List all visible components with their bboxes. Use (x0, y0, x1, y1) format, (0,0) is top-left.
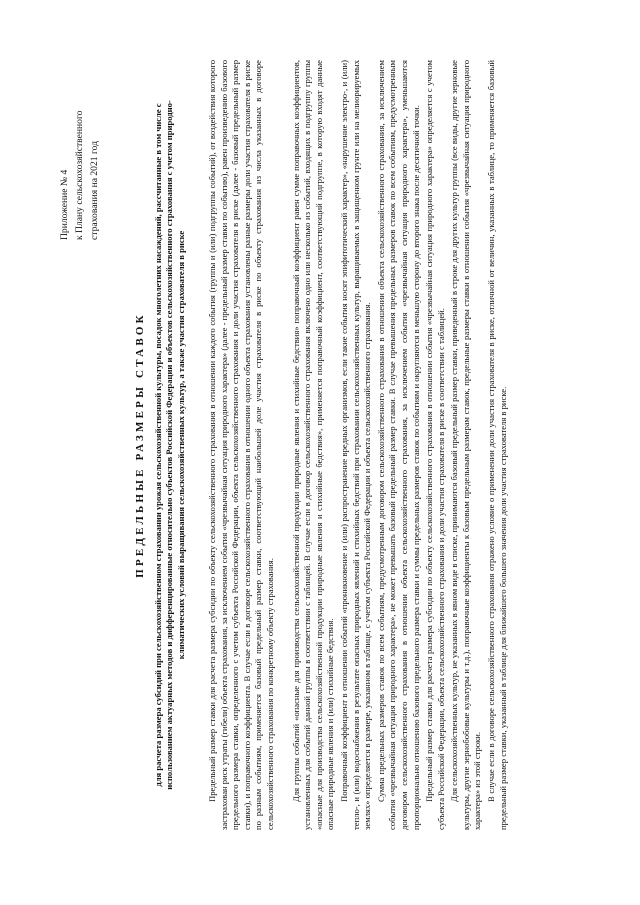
paragraph: Для группы событий «опасные для производства сельскохозяйственной продукции природные явления и стихийные бедствия» поправочный коэффициент равен сумме поправочных коэффициентов, установленных для событий данной группы в соответствии с таблицей. В случае если в договор сельскохозяйственного страхования включено одно или несколько из событий, входящих в подгруппу группы «опасные для производства сельскохозяйственной продукции природные явления и стихийные бедствия», применяется поправочный коэффициент, соответствующий подгруппе, в которую входят данные опасные природные явления и (или) стихийные бедствия. (290, 60, 336, 830)
appendix-header (57, 60, 102, 240)
rotated-content (57, 60, 577, 830)
paragraph: Сумма предельных размеров ставок по всем событиям, предусмотренным договором сельскохозяйственного страхования в отношении объекта сельскохозяйственного страхования, за исключением события «чрезвычайная ситуация природного характера», не может превышать базовый предельный размер ставки. В случае превышения предельных размеров ставок по всем событиям, предусмотренным договором сельскохозяйственного страхования в отношении объекта сельскохозяйственного страхования, за исключением события «чрезвычайная ситуация природного характера», уменьшаются пропорционально отношению базового предельного размера ставки и суммы предельных размеров ставок по событиям и округляются в меньшую сторону до второго знака после десятичной точки. (375, 60, 421, 830)
paragraph: Поправочный коэффициент в отношении событий «проникновение и (или) распространение вредных организмов, если такие события носят эпифитотический характер», «нарушение электро-, и (или) тепло-, и (или) водоснабжения в результате опасных природных явлений и стихийных бедствий при страховании сельскохозяйственных культур, выращиваемых в защищенном грунте или на мелиорируемых землях» определяется в размере, указанном в таблице, с учетом субъекта Российской Федерации и объекта сельскохозяйственного страхования. (338, 60, 373, 830)
appendix-number: Приложение № 4 (59, 169, 70, 240)
document-title: ПРЕДЕЛЬНЫЕ РАЗМЕРЫ СТАВОК (134, 312, 146, 578)
paragraph: Предельный размер ставки для расчета размера субсидии по объекту сельскохозяйственного страхования в отношении события «чрезвычайная ситуация природного характера» определяется с учетом субъекта Российской Федерации, объекта сельскохозяйственного страхования и доли участия страхователя в риске в соответствии с таблицей. (424, 60, 446, 830)
paragraph: В случае если в договоре сельскохозяйственного страхования отражено условие о применении доли участия страхователя в риске, отличной от величин, указанных в таблице, то применяется базовый предельный размер ставки, указанный в таблице для ближайшего большего значения доли участия страхователя в риске. (486, 60, 508, 830)
paragraph: Предельный размер ставки для расчета размера субсидии по объекту сельскохозяйственного страхования в отношении каждого события (группы и (или) подгруппы событий), от воздействия которого застрахован риск утраты (гибели) объекта страхования, за исключением события «чрезвычайная ситуация природного характера» (далее - предельный размер ставки по событию), равен произведению базового предельного размера ставки, определенного с учетом субъекта Российской Федерации, объекта сельскохозяйственного страхования и доли участия страхователя в риске (далее - базовый предельный размер ставки), и поправочного коэффициента. В случае если в договоре сельскохозяйственного страхования в отношении одного объекта страхования установлены разные размеры доли участия страхователя в риске по разным событиям, применяется базовый предельный размер ставки, соответствующий наибольшей доле участия страхователя в риске по объекту страхования из числа указанных в договоре сельскохозяйственного страхования по конкретному объекту страхования. (207, 60, 275, 830)
paragraph: Для сельскохозяйственных культур, не указанных в явном виде в списке, принимаются базовый предельный размер ставки, приведенный в строке для других культур группы (все виды, другие зерновые культуры, другие зернобобовые культуры и т.д.), поправочные коэффициенты к базовым предельным размерам ставок, предельные размеры ставки в отношении события «чрезвычайная ситуация природного характера» из этой строки. (449, 60, 483, 830)
document-subtitle: для расчета размера субсидий при сельскохозяйственном страховании урожая сельскохозяйственной культуры, посадок многолетних насаждений, рассчитанные в том числе с использованием актуарных методов и дифференцированные относительно субъектов Российской Федерации и объектов сельскохозяйственного страхования с учетом природно-климатических условий выращивания сельскохозяйственных культур, а также участия страхователя в риске (153, 100, 186, 790)
document-body (207, 60, 511, 830)
appendix-year: страхования на 2021 год (89, 140, 100, 240)
appendix-reference: к Плану сельскохозяйственного (74, 110, 85, 240)
